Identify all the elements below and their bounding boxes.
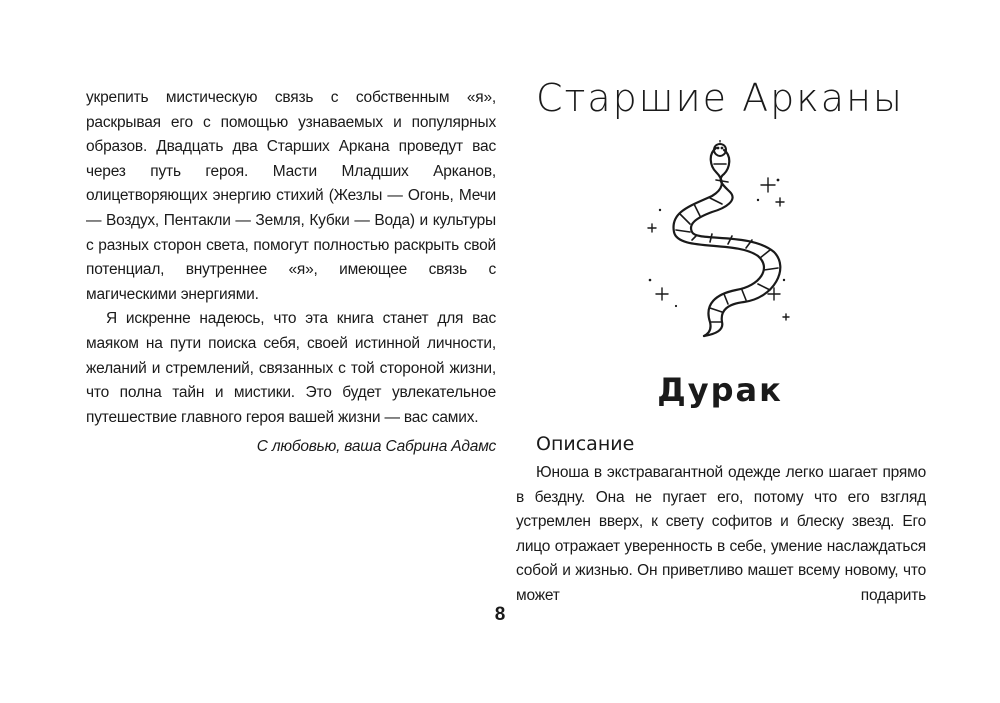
author-signature: С любовью, ваша Сабрина Адамс [256,438,496,455]
chapter-title: Старшие Арканы [536,76,904,120]
page-number: 8 [494,604,506,625]
card-description-paragraph: Юноша в экстравагантной одежде легко шагает прямо в бездну. Она не пугает его, потому что его взгляд устремлен вверх, к свету софитов и блеску звезд. Его лицо отражает уверенность в себе, умение наслаждаться собой и жизнью. Он приветливо машет всему новому, что может подарить [516,464,926,604]
snake-with-stars-illustration [640,140,800,340]
section-heading: Описание [536,433,635,455]
left-page-text [86,86,496,430]
hope-paragraph: Я искренне надеюсь, что эта книга станет для вас маяком на пути поиска себя, своей истинной личности, желаний и стремлений, связанных с той стороной жизни, что полна тайн и мистики. Это будет увлекательное путешествие главного героя вашей жизни — вас самих. [86,310,496,426]
card-title: Дурак [657,371,783,409]
intro-paragraph: укрепить мистическую связь с собственным «я», раскрывая его с помощью узнаваемых и популярных образов. Двадцать два Старших Аркана проведут вас через путь героя. Масти Младших Арканов, олицетворяющих энергию стихий (Жезлы — Огонь, Мечи — Воздух, Пентакли — Земля, Кубки — Вода) и культуры с разных сторон света, помогут полностью раскрыть свой потенциал, внутреннее «я», имеющее связь с магическими энергиями. [86,89,496,303]
right-page-header [514,70,926,410]
